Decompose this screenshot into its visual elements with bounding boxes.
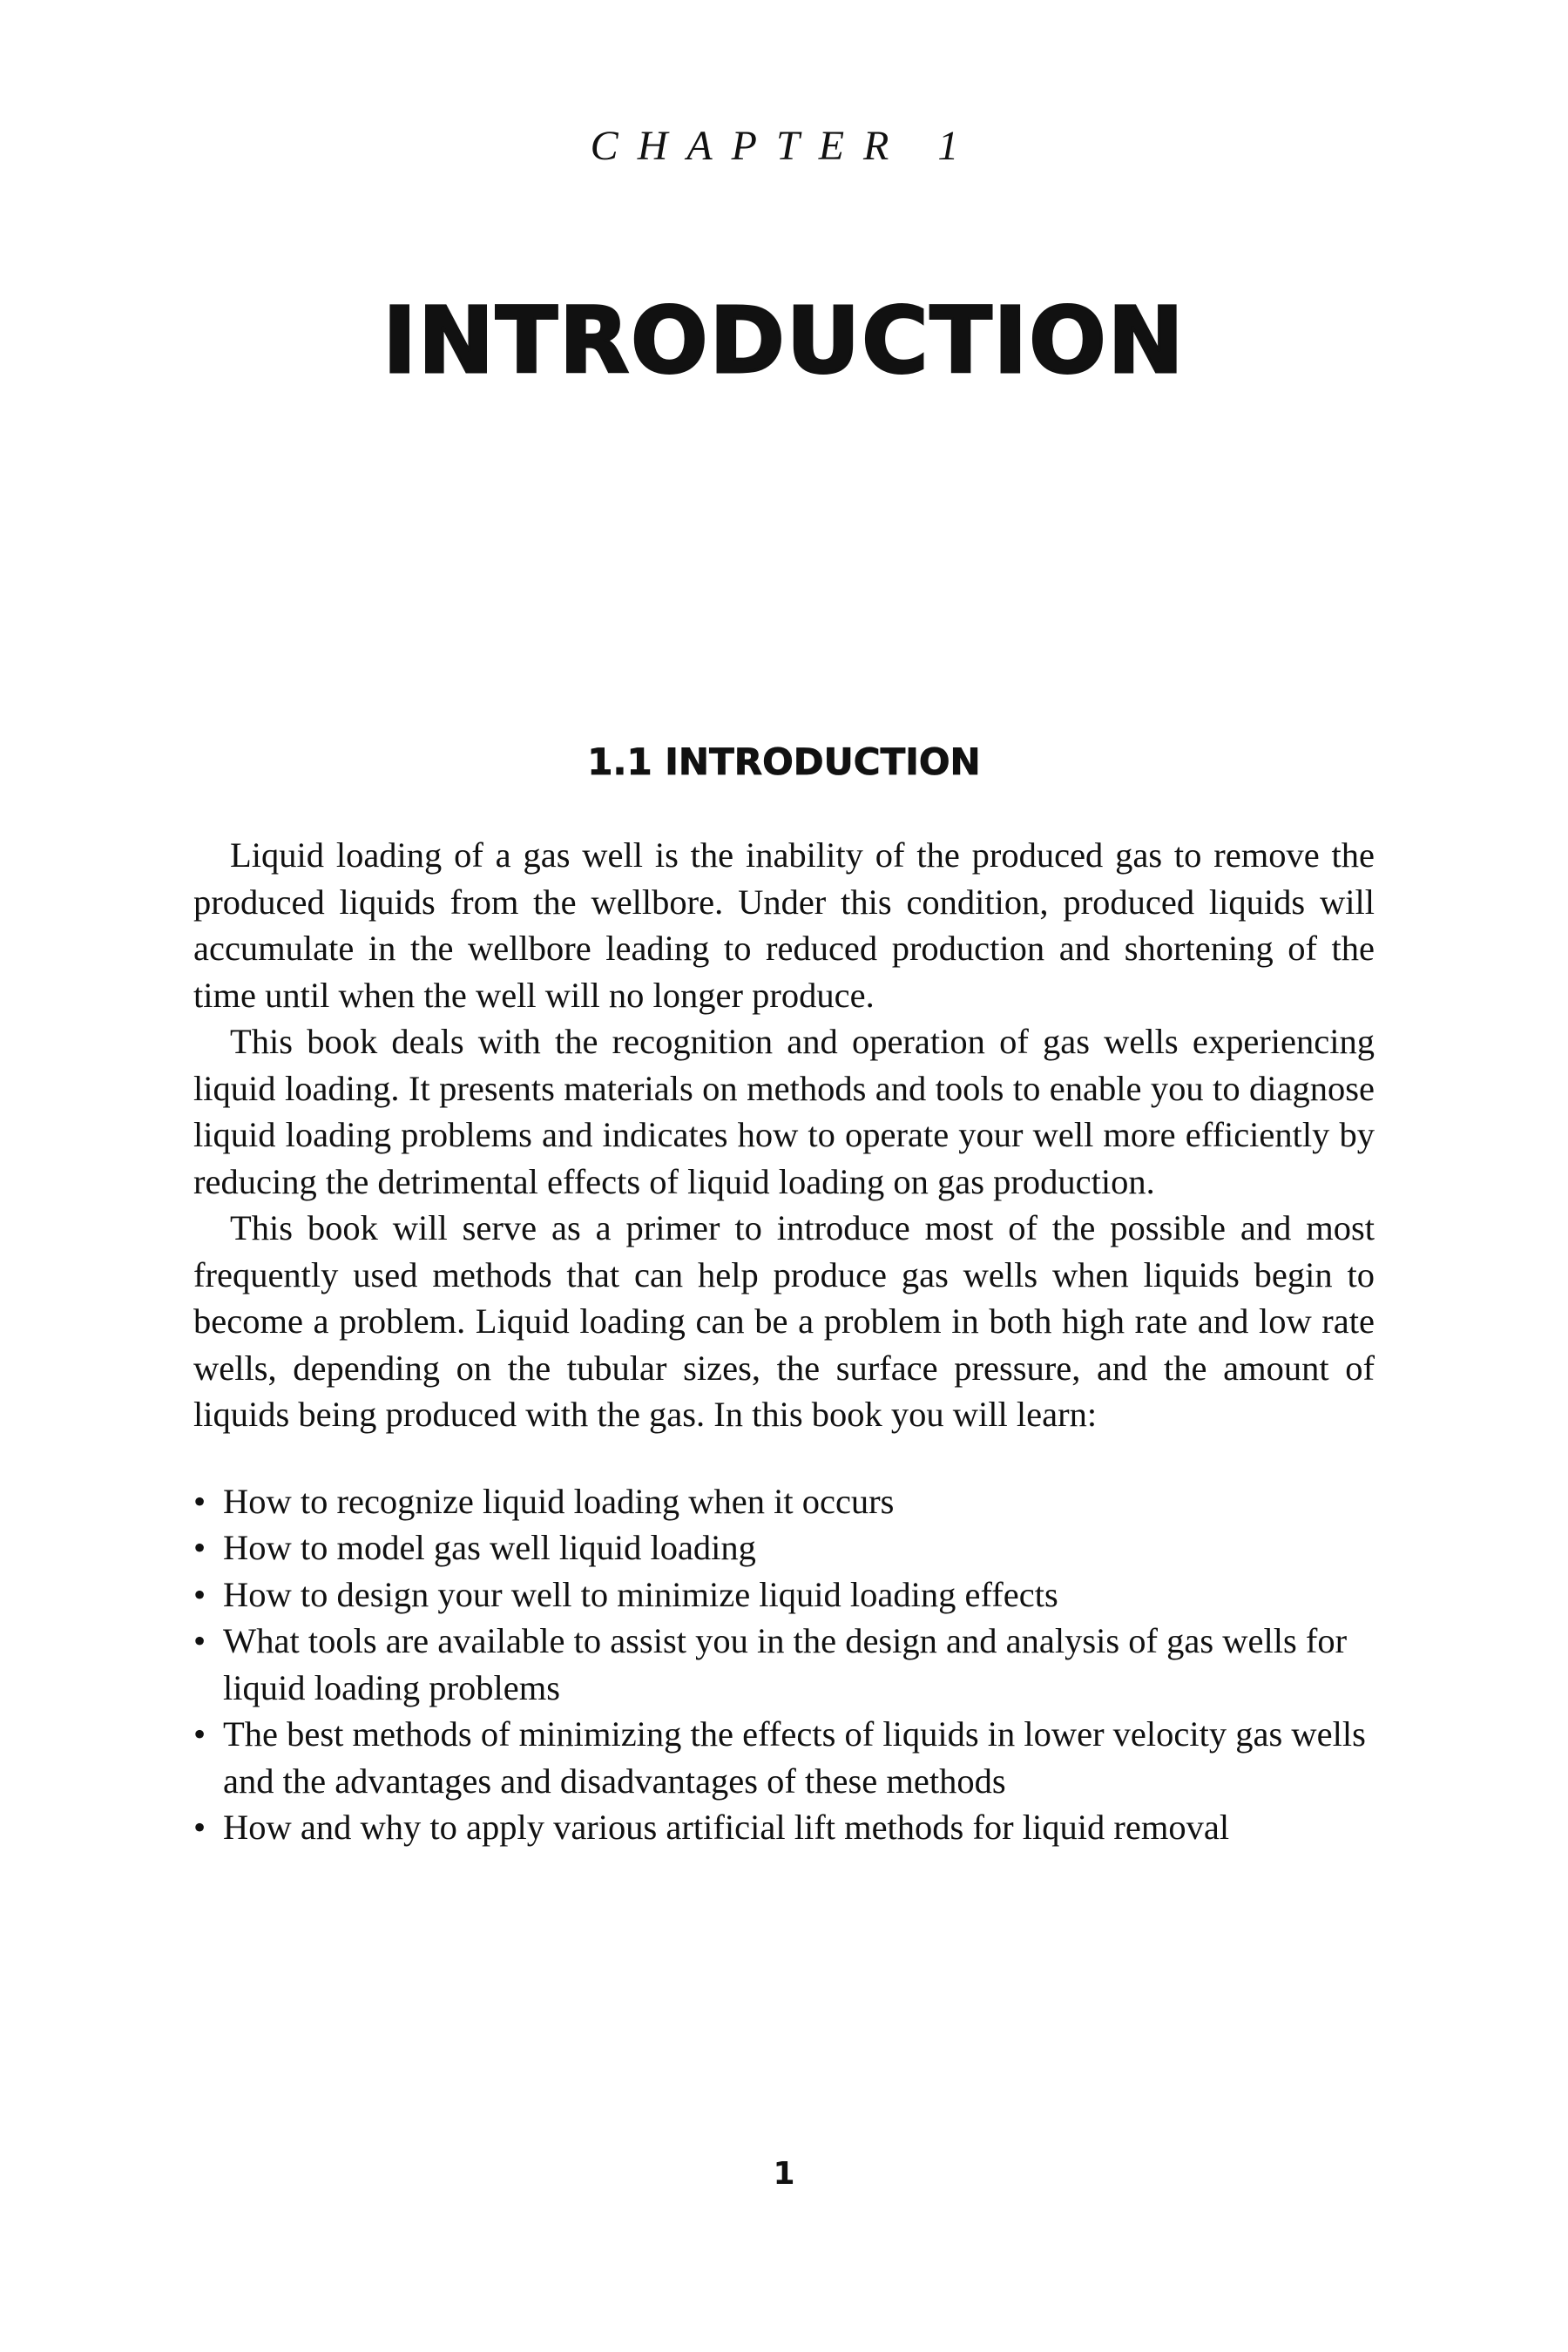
body-text bbox=[193, 832, 1375, 1851]
chapter-label: CHAPTER 1 bbox=[590, 123, 978, 169]
chapter-title: INTRODUCTION bbox=[382, 287, 1186, 394]
bullet-item: • What tools are available to assist you in the design and analysis of gas wells for liquid loading problems bbox=[193, 1618, 1375, 1711]
bullet-item: • How and why to apply various artificial lift methods for liquid removal bbox=[193, 1804, 1375, 1851]
paragraph: Liquid loading of a gas well is the inability of the produced gas to remove the produced liquids from the wellbore. Under this condition, produced liquids will accumulate in the wellbore leading to reduced production and shortening of the time until when the well will no longer produce. bbox=[193, 835, 1375, 1015]
bullet-item: • How to recognize liquid loading when it occurs bbox=[193, 1478, 1375, 1525]
paragraph: This book will serve as a primer to introduce most of the possible and most frequently used methods that can help produce gas wells when liquids begin to become a problem. Liquid loading can be a problem in both high rate and low rate wells, depending on the tubular sizes, the surface pressure, and the amount of liquids being produced with the gas. In this book you will learn: bbox=[193, 1208, 1375, 1434]
bullet-item: • How to design your well to minimize liquid loading effects bbox=[193, 1571, 1375, 1619]
page-number: 1 bbox=[773, 2156, 795, 2192]
bullet-list bbox=[193, 1478, 1375, 1851]
section-heading: 1.1 INTRODUCTION bbox=[587, 740, 981, 783]
paragraph: This book deals with the recognition and operation of gas wells experiencing liquid loading. It presents materials on methods and tools to enable you to diagnose liquid loading problems and indicates how to operate your well more efficiently by reducing the detrimental effects of liquid loading on gas production. bbox=[193, 1022, 1375, 1201]
bullet-item: • How to model gas well liquid loading bbox=[193, 1524, 1375, 1571]
bullet-item: • The best methods of minimizing the effects of liquids in lower velocity gas wells and the advantages and disadvantages of these methods bbox=[193, 1711, 1375, 1804]
